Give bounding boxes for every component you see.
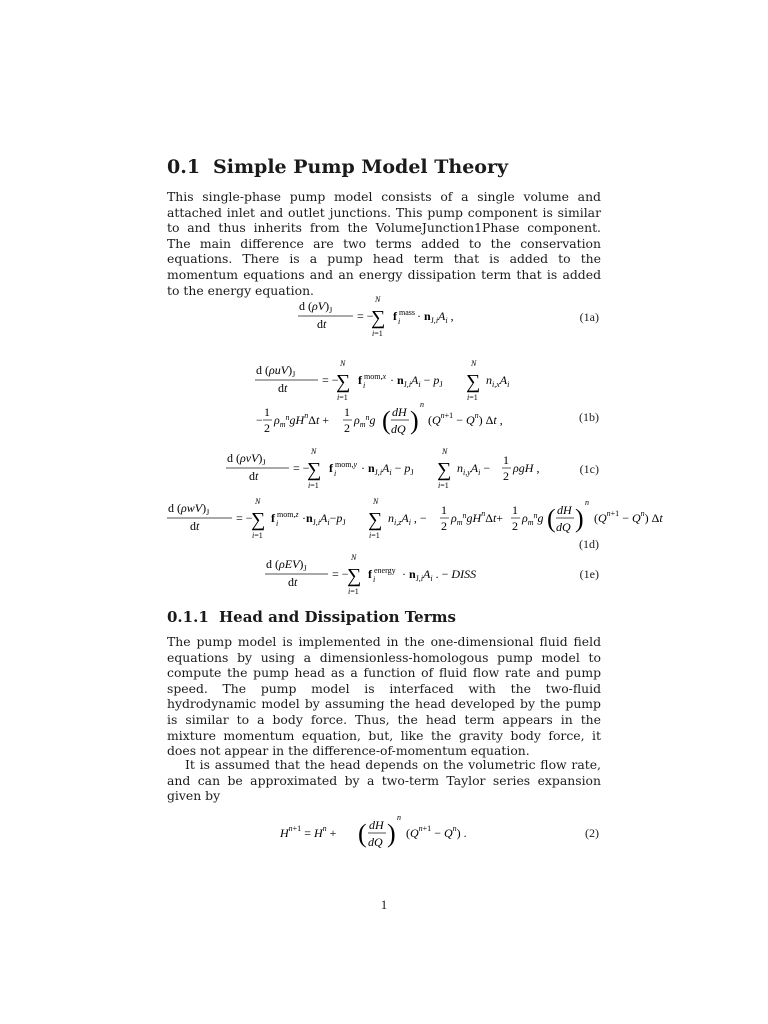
svg-text:f: f: [271, 511, 275, 525]
svg-text:N: N: [442, 447, 448, 456]
equation-1d: [166, 496, 688, 544]
svg-text:= −: = −: [236, 511, 253, 525]
svg-text:N: N: [311, 447, 317, 456]
svg-text:2: 2: [503, 469, 509, 483]
svg-text:ρmng: $\rho_m^ng$: [522, 511, 544, 527]
svg-text:= −: = −: [357, 309, 374, 323]
svg-text:dt: dt: [288, 575, 298, 589]
equation-1e: [262, 552, 522, 600]
svg-text:dt: dt: [317, 317, 327, 331]
svg-text:· nJ,iAi − pJ: · $n_{J,i}A_i - p_J$: [390, 373, 443, 389]
svg-text:N: N: [375, 295, 381, 304]
svg-text:(: (: [547, 504, 556, 533]
equation-2: [278, 810, 508, 858]
svg-text:f: f: [393, 309, 397, 323]
svg-text:dH: dH: [369, 818, 384, 832]
svg-text:i=1: i=1: [372, 329, 383, 338]
subsection-number: 0.1.1: [167, 608, 209, 626]
svg-text:i=1: i=1: [369, 531, 380, 540]
svg-text:mom,z: mom,z: [277, 510, 299, 519]
svg-text:(Qn+1 − Qn) Δt ,: $(Q^{n+1} - Q^n)$ Δt ,: [428, 411, 503, 427]
equation-1c: [223, 446, 553, 494]
svg-text:d (ρwV)J: d $(\rho wV)_J$: [168, 501, 210, 517]
svg-text:n: n: [420, 400, 424, 409]
svg-text:ρgH ,: ρgH ,: [513, 461, 540, 475]
paragraph-head-model: The pump model is implemented in the one-dimensional fluid field equations by using a dimensionless-homologous pump model to compute the pump head as a function of fluid flow rate and pump speed. The pump model is interfaced with the two-fluid hydrodynamic model by assuming the head developed by the pump is similar to a body force. Thus, the head term appears in the mixture momentum equation, but, like the gravity body force, it does not appear in the difference-of-momentum equation.: [167, 634, 601, 759]
svg-text:∑: ∑: [371, 307, 386, 329]
svg-text:dt: dt: [278, 381, 288, 395]
svg-text:2: 2: [344, 421, 350, 435]
svg-text:dQ: dQ: [368, 835, 383, 849]
svg-text:n: n: [585, 498, 589, 507]
equation-label-1b: (1b): [579, 410, 599, 424]
svg-text:): ): [410, 406, 419, 435]
svg-text:∑: ∑: [368, 509, 383, 531]
svg-text:dQ: dQ: [391, 422, 406, 436]
svg-text:∑: ∑: [347, 565, 362, 587]
svg-text:N: N: [471, 359, 477, 368]
equation-label-1a: (1a): [579, 310, 599, 324]
section-heading: [167, 156, 508, 178]
svg-text:dQ: dQ: [556, 520, 571, 534]
paragraph-taylor: It is assumed that the head depends on the volumetric flow rate, and can be approximated by a two-term Taylor series expansion given by: [167, 757, 601, 804]
svg-text:i: i: [334, 469, 337, 478]
subsection-title: Head and Dissipation Terms: [219, 608, 456, 626]
svg-text:): ): [575, 504, 584, 533]
svg-text:N: N: [255, 497, 261, 506]
svg-text:d (ρEV)J: d $(\rho EV)_J$: [266, 557, 307, 573]
svg-text:∑: ∑: [466, 371, 481, 393]
svg-text:ni,xAi: $n_{i,x}A_i$: [486, 373, 510, 389]
svg-text:2: 2: [264, 421, 270, 435]
subsection-heading: [167, 608, 456, 626]
equation-label-2: (2): [585, 826, 599, 840]
svg-text:ni,yAi −: $n_{i,y}A_i$ −: [457, 461, 491, 477]
svg-text:−: −: [256, 413, 263, 427]
equation-label-1c: (1c): [579, 462, 599, 476]
svg-text:dH: dH: [557, 503, 572, 517]
svg-text:i: i: [363, 381, 366, 390]
svg-text:= −: = −: [293, 461, 310, 475]
svg-text:i: i: [373, 575, 376, 584]
svg-text:d (ρuV)J: d $(\rho uV)_J$: [256, 363, 296, 379]
svg-text:i: i: [276, 519, 279, 528]
svg-text:i=1: i=1: [467, 393, 478, 402]
svg-text:f: f: [368, 567, 372, 581]
svg-text:i=1: i=1: [438, 481, 449, 490]
svg-text:· nJ,iAi . − DISS: · $n_{J,i}A_i$ . − DISS: [402, 567, 477, 583]
svg-text:1: 1: [344, 405, 350, 419]
svg-text:N: N: [373, 497, 379, 506]
equation-label-1d: (1d): [579, 537, 599, 551]
svg-text:f: f: [329, 461, 333, 475]
svg-text:mass: mass: [399, 308, 415, 317]
svg-text:1: 1: [503, 453, 509, 467]
section-title: Simple Pump Model Theory: [213, 156, 509, 178]
svg-text:i: i: [398, 317, 401, 326]
svg-text:ρmng: $\rho_m^ng$: [354, 413, 376, 429]
svg-text:i=1: i=1: [337, 393, 348, 402]
svg-text:2: 2: [441, 519, 447, 533]
page-number: 1: [380, 897, 388, 912]
svg-text:(Qn+1 − Qn) Δt: $(Q^{n+1} - Q^n)$ Δt: [594, 509, 663, 525]
svg-text:Hn+1 = Hn +: $H^{n+1} = H^n$ +: [280, 824, 337, 840]
intro-paragraph: This single-phase pump model consists of a single volume and attached inlet and outlet junctions. This pump component is similar to and thus inherits from the VolumeJunction1Phase component. The main difference are two terms added to the conservation equations. There is a pump head term that is added to the momentum equations and an energy dissipation term that is added to the energy equation.: [167, 189, 601, 298]
svg-text:N: N: [340, 359, 346, 368]
equation-label-1e: (1e): [579, 567, 599, 581]
svg-text:mom,x: mom,x: [364, 372, 387, 381]
svg-text:dt: dt: [249, 469, 259, 483]
svg-text:·nJ,iAi−pJ: $\cdot n_{J,i}A_i-p_J$: [302, 511, 346, 527]
svg-text:n: n: [397, 813, 401, 822]
svg-text:(: (: [382, 406, 391, 435]
svg-text:ρmngHnΔt+: $\rho_m^ngH^n\Delta t+$: [451, 509, 504, 527]
equation-1b: [252, 358, 552, 448]
equation-1a: [295, 294, 475, 342]
svg-text:ρmngHnΔt +: $\rho_m^ngH^n\Delta t$ +: [274, 411, 330, 429]
svg-text:∑: ∑: [251, 509, 266, 531]
svg-text:ni,zAi , −: $n_{i,z}A_i$ , −: [388, 511, 427, 527]
svg-text:N: N: [351, 553, 357, 562]
svg-text:d (ρvV)J: d $(\rho vV)_J$: [227, 451, 266, 467]
svg-text:dH: dH: [392, 405, 407, 419]
svg-text:dt: dt: [190, 519, 200, 533]
svg-text:energy: energy: [374, 566, 396, 575]
section-number: 0.1: [167, 156, 201, 178]
svg-text:∑: ∑: [336, 371, 351, 393]
svg-text:∑: ∑: [437, 459, 452, 481]
svg-text:i=1: i=1: [308, 481, 319, 490]
svg-text:· nJ,iAi ,: · $n_{J,i}A_i$ ,: [417, 309, 454, 325]
svg-text:2: 2: [512, 519, 518, 533]
svg-text:d (ρV)J: d $(\rho V)_J$: [299, 299, 333, 315]
svg-text:i=1: i=1: [252, 531, 263, 540]
svg-text:· nJ,iAi − pJ: · $n_{J,i}A_i - p_J$: [361, 461, 414, 477]
svg-text:= −: = −: [322, 373, 339, 387]
svg-text:): ): [387, 819, 396, 848]
svg-text:1: 1: [512, 503, 518, 517]
svg-text:= −: = −: [332, 567, 349, 581]
svg-text:f: f: [358, 373, 362, 387]
svg-text:∑: ∑: [307, 459, 322, 481]
svg-text:1: 1: [441, 503, 447, 517]
svg-text:mom,y: mom,y: [335, 460, 358, 469]
svg-text:(: (: [358, 819, 367, 848]
svg-text:1: 1: [264, 405, 270, 419]
svg-text:i=1: i=1: [348, 587, 359, 596]
svg-text:(Qn+1 − Qn) .: $(Q^{n+1} - Q^n)$ .: [406, 824, 467, 840]
